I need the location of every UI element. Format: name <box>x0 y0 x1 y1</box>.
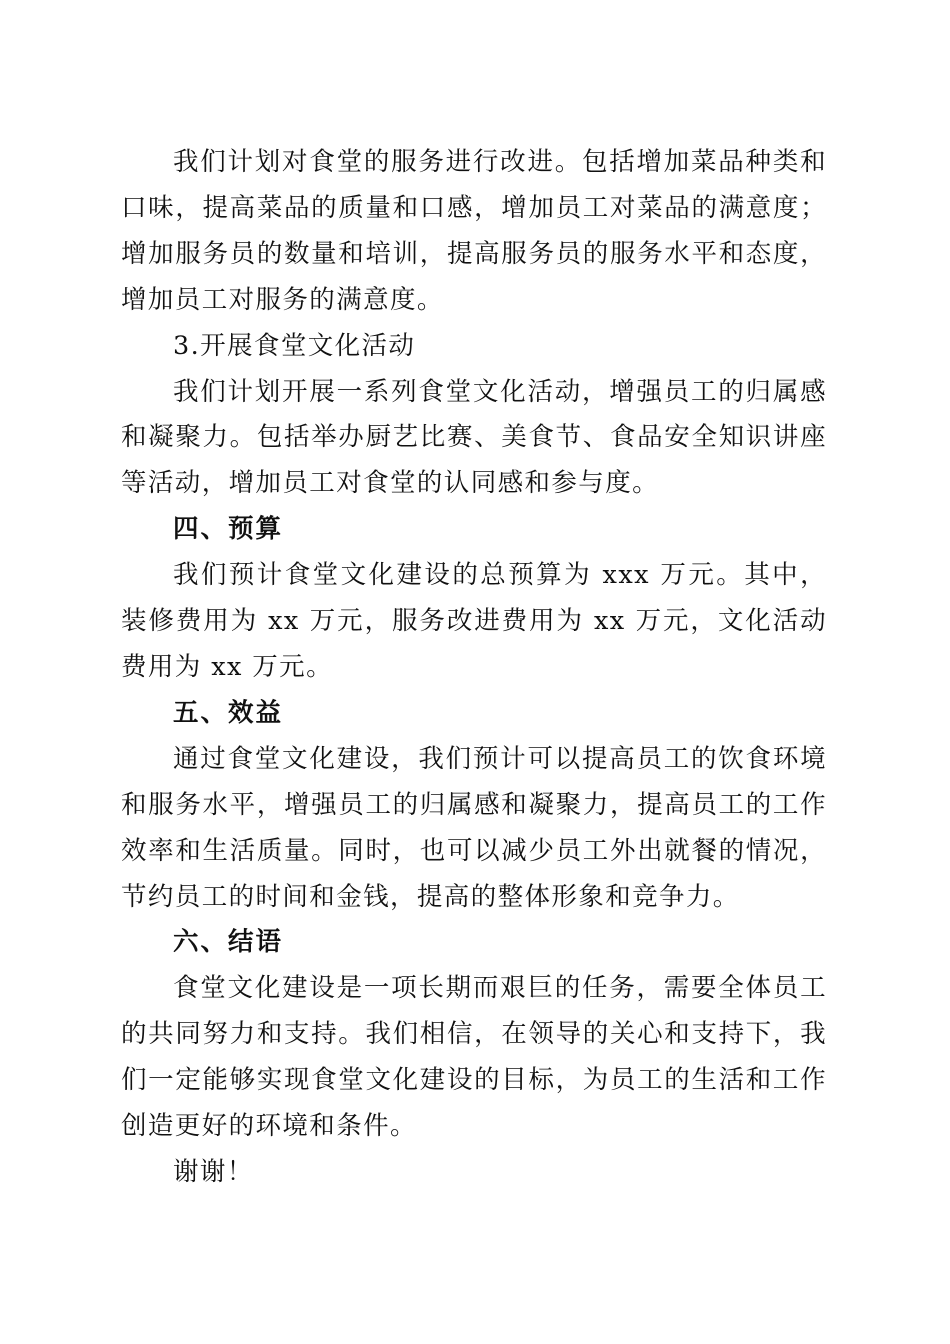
paragraph-benefits: 通过食堂文化建设，我们预计可以提高员工的饮食环境和服务水平，增强员工的归属感和凝聚力，提高员工的工作效率和生活质量。同时，也可以减少员工外出就餐的情况，节约员工的时间和金钱，提高的整体形象和竞争力。 <box>121 743 827 912</box>
document-body <box>121 140 827 1196</box>
paragraph-culture-activities: 我们计划开展一系列食堂文化活动，增强员工的归属感和凝聚力。包括举办厨艺比赛、美食节、食品安全知识讲座等活动，增加员工对食堂的认同感和参与度。 <box>121 376 827 499</box>
closing-thanks: 谢谢！ <box>173 1156 254 1187</box>
paragraph-service-improvement: 我们计划对食堂的服务进行改进。包括增加菜品种类和口味，提高菜品的质量和口感，增加员工对菜品的满意度；增加服务员的数量和培训，提高服务员的服务水平和态度，增加员工对服务的满意度。 <box>121 147 827 315</box>
paragraph-conclusion: 食堂文化建设是一项长期而艰巨的任务，需要全体员工的共同努力和支持。我们相信，在领导的关心和支持下，我们一定能够实现食堂文化建设的目标，为员工的生活和工作创造更好的环境和条件。 <box>121 973 827 1142</box>
paragraph-budget: 我们预计食堂文化建设的总预算为 xxx 万元。其中，装修费用为 xx 万元，服务改进费用为 xx 万元，文化活动费用为 xx 万元。 <box>121 560 827 682</box>
section-heading-benefits: 五、效益 <box>173 697 284 728</box>
subheading-culture-activities: 3.开展食堂文化活动 <box>173 330 416 361</box>
section-heading-budget: 四、预算 <box>173 514 284 545</box>
section-heading-conclusion: 六、结语 <box>173 927 284 958</box>
